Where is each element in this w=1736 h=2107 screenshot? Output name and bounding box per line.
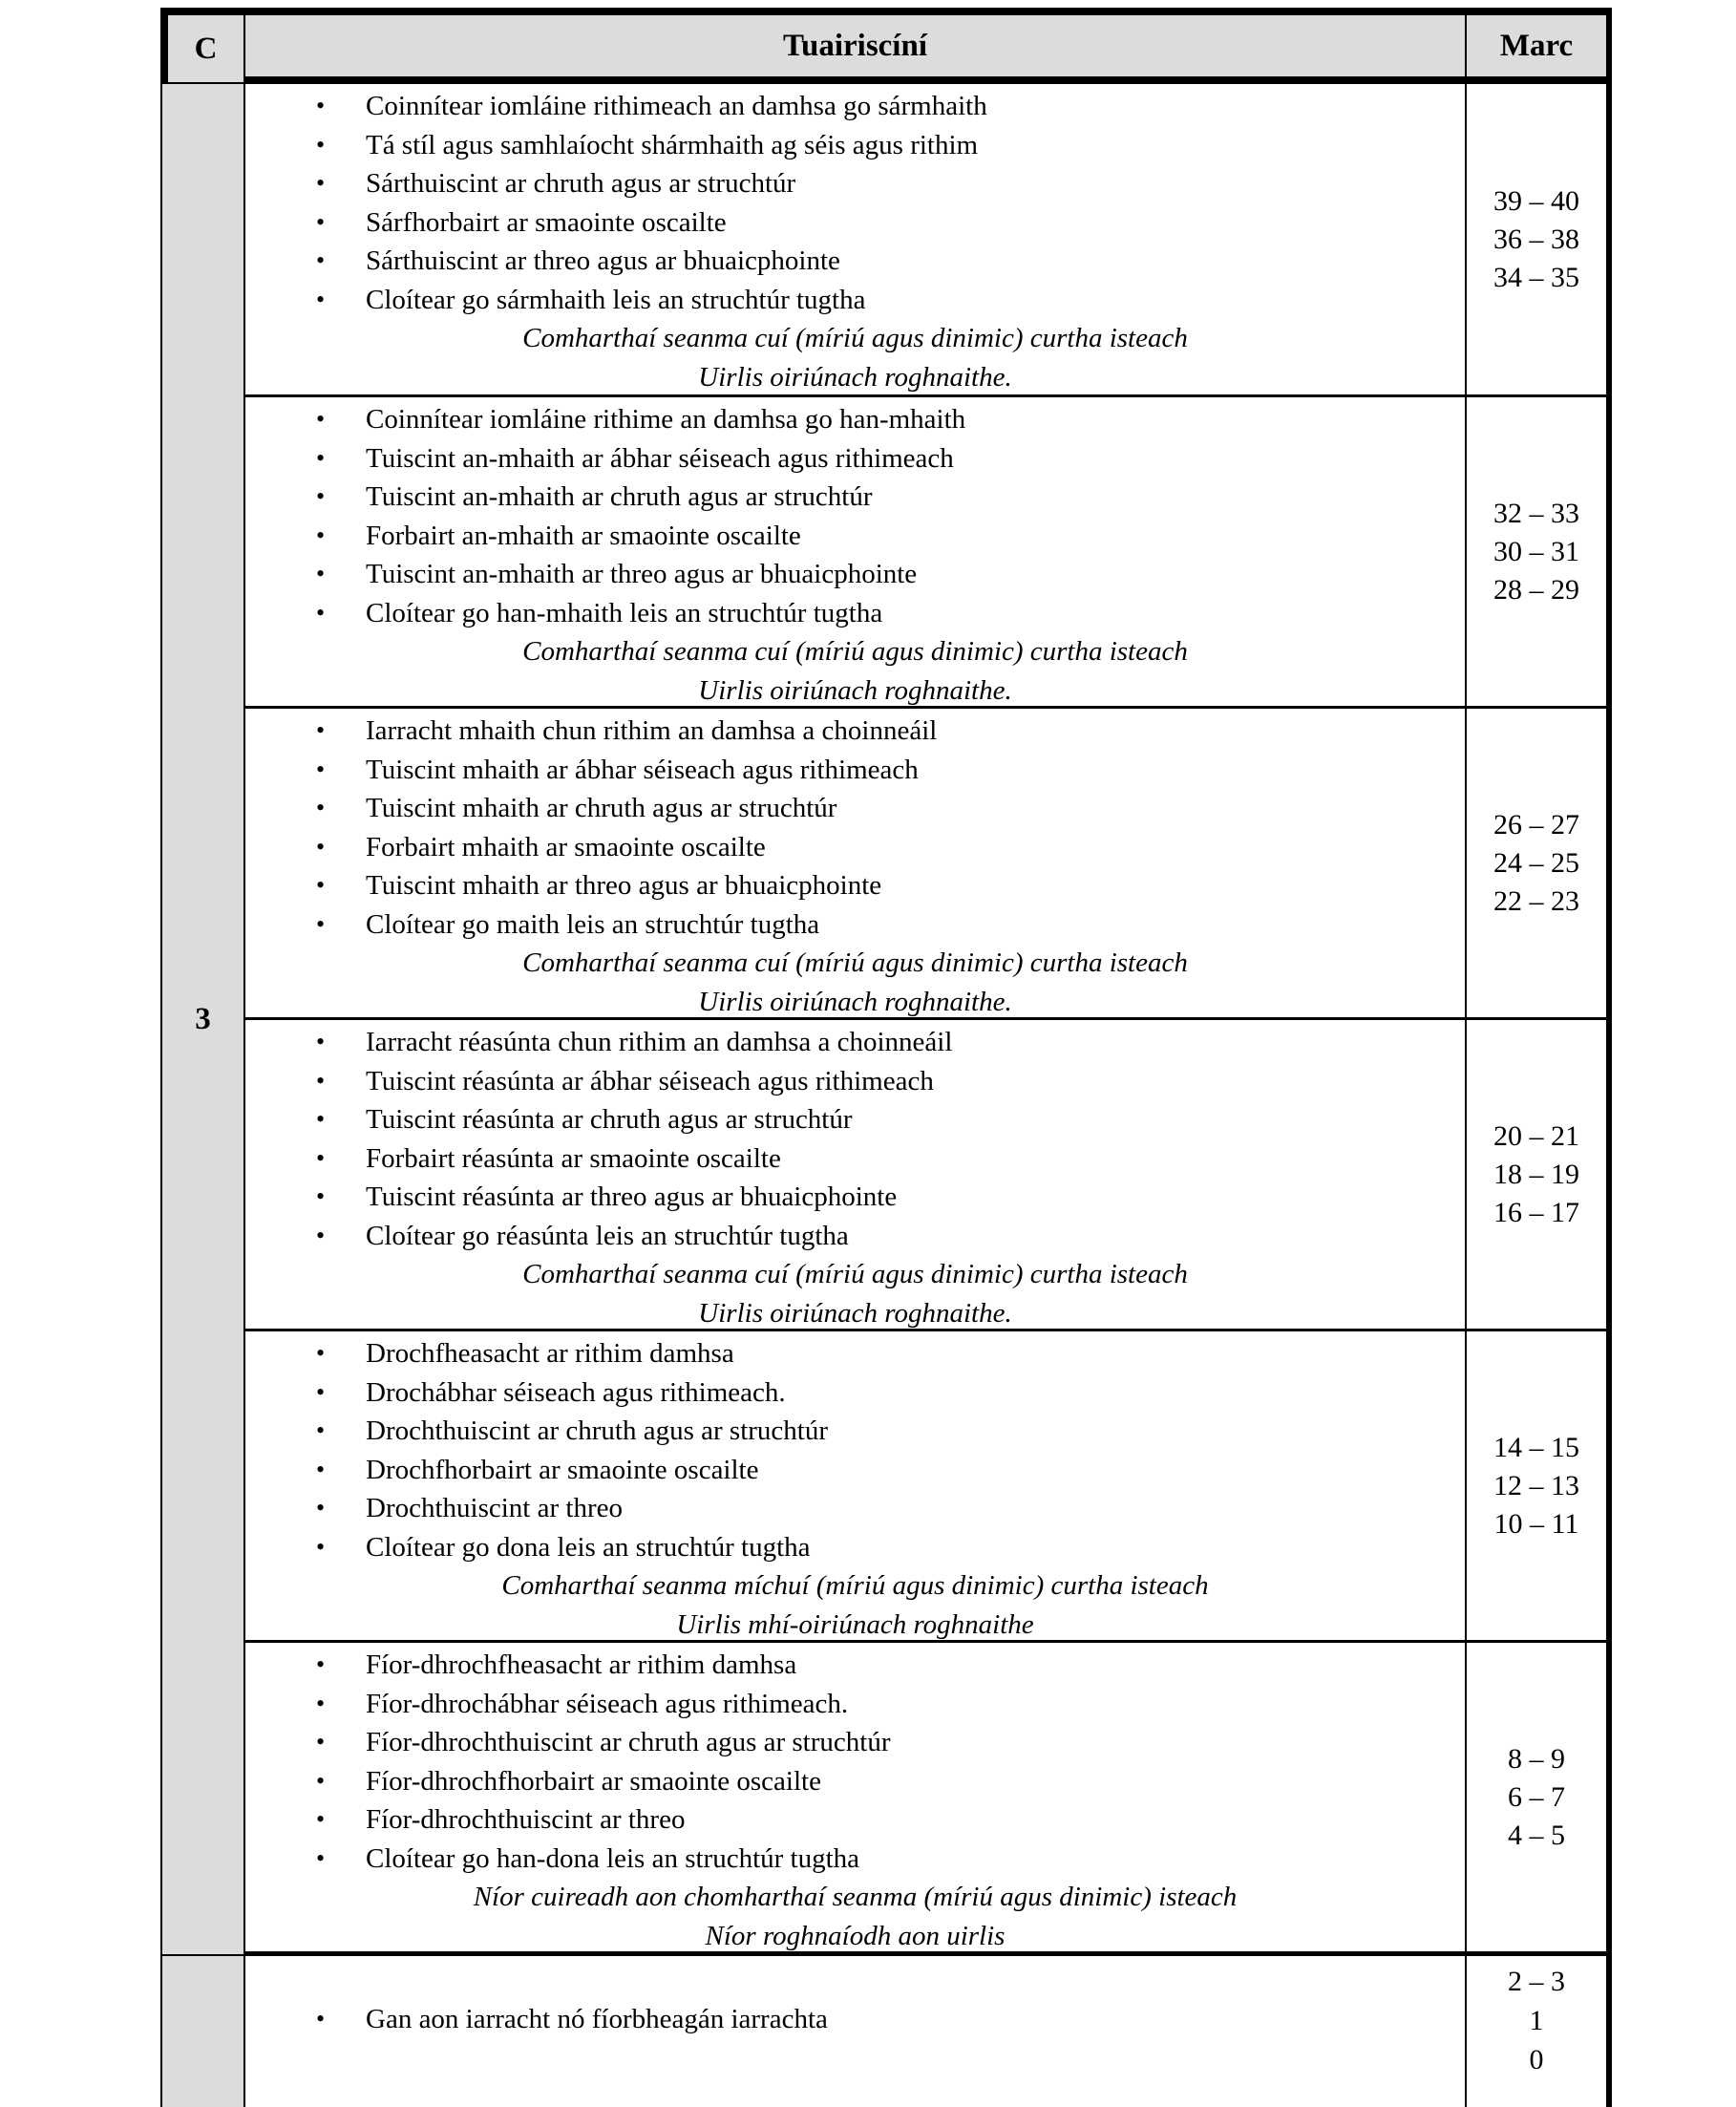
descriptor-bullet	[245, 439, 1465, 479]
descriptor-text: Drochábhar séiseach agus rithimeach.	[366, 1376, 786, 1408]
descriptor-text: Forbairt mhaith ar smaointe oscailte	[366, 831, 766, 862]
mark-range: 1	[1529, 2005, 1544, 2036]
descriptor-text: Fíor-dhrochábhar séiseach agus rithimeach.	[366, 1688, 849, 1719]
descriptor-italic-note: Uirlis oiriúnach roghnaithe.	[698, 361, 1012, 393]
bullet-icon: •	[316, 794, 326, 821]
header-marks-col: Marc	[1467, 15, 1612, 84]
descriptor-bullet	[245, 400, 1465, 439]
descriptor-band	[245, 84, 1612, 397]
descriptor-text: Fíor-dhrochfhorbairt ar smaointe oscailte	[366, 1765, 821, 1797]
descriptor-bands	[245, 84, 1612, 1954]
descriptor-text: Fíor-dhrochthuiscint ar chruth agus ar struchtúr	[366, 1727, 891, 1757]
bullet-icon: •	[316, 1455, 326, 1483]
descriptor-bullet	[245, 1217, 1465, 1256]
descriptor-text: Tuiscint an-mhaith ar ábhar séiseach agus rithimeach	[366, 442, 954, 474]
descriptor-italic-note: Níor roghnaíodh aon uirlis	[705, 1920, 1006, 1951]
final-band-row	[160, 1954, 1612, 2107]
header-criterion-col: C	[160, 15, 245, 84]
descriptor-text: Tuiscint réasúnta ar threo agus ar bhuaicphointe	[366, 1181, 898, 1212]
descriptor-bullet	[245, 1489, 1465, 1528]
mark-range: 20 – 21	[1493, 1119, 1579, 1152]
bullet-icon: •	[316, 405, 326, 433]
bullet-icon: •	[316, 130, 326, 159]
descriptor-bullet	[245, 1334, 1465, 1373]
band-marks-cell	[1467, 1643, 1612, 1951]
mark-range: 22 – 23	[1493, 884, 1579, 917]
bullet-icon: •	[316, 716, 326, 744]
descriptor-italic-note: Comharthaí seanma cuí (míriú agus dinimic) curtha isteach	[522, 1259, 1188, 1289]
mark-range: 36 – 38	[1493, 223, 1579, 255]
bullet-icon: •	[316, 871, 326, 899]
mark-range: 30 – 31	[1493, 535, 1579, 567]
bullet-icon: •	[316, 909, 326, 938]
mark-range: 14 – 15	[1493, 1431, 1579, 1463]
bullet-icon: •	[316, 482, 326, 510]
descriptor-bullet	[245, 517, 1465, 556]
descriptor-text: Tuiscint mhaith ar chruth agus ar struchtúr	[366, 793, 837, 823]
descriptor-text: Cloítear go han-mhaith leis an struchtúr tugtha	[366, 597, 883, 628]
bullet-icon: •	[316, 1805, 326, 1833]
band-descriptor-cell	[245, 1331, 1467, 1640]
band-marks-cell	[1467, 1331, 1612, 1640]
descriptor-text: Cloítear go dona leis an struchtúr tugtha	[366, 1531, 811, 1563]
descriptor-text: Tá stíl agus samhlaíocht shármhaith ag séis agus rithim	[366, 129, 979, 160]
bullet-icon: •	[316, 1028, 326, 1055]
descriptor-bullet	[245, 1528, 1465, 1567]
table-header-row	[160, 15, 1612, 84]
descriptor-bullet	[245, 87, 1465, 126]
descriptor-band	[245, 1331, 1612, 1643]
marking-scheme-table	[160, 8, 1612, 2107]
mark-range: 2 – 3	[1508, 1966, 1565, 1997]
bullet-icon: •	[316, 1843, 326, 1872]
bullet-icon: •	[316, 1143, 326, 1172]
descriptor-bullet	[245, 1685, 1465, 1724]
bullet-icon: •	[316, 1689, 326, 1717]
descriptor-bullet	[245, 789, 1465, 828]
descriptor-bullet	[245, 164, 1465, 203]
bullet-icon: •	[316, 1416, 326, 1444]
descriptor-bullet	[245, 1762, 1465, 1801]
descriptor-text: Tuiscint an-mhaith ar threo agus ar bhuaicphointe	[366, 559, 918, 589]
band-descriptor-cell	[245, 397, 1467, 706]
descriptor-text: Cloítear go sármhaith leis an struchtúr tugtha	[366, 284, 866, 315]
bullet-icon: •	[316, 285, 326, 313]
descriptor-text: Tuiscint réasúnta ar chruth agus ar struchtúr	[366, 1104, 853, 1135]
bullet-icon: •	[316, 246, 326, 274]
bullet-icon: •	[316, 521, 326, 549]
descriptor-text: Gan aon iarracht nó fíorbheagán iarrachta	[366, 2004, 828, 2034]
descriptor-bullet	[245, 555, 1465, 594]
descriptor-italic-note: Comharthaí seanma cuí (míriú agus dinimic) curtha isteach	[522, 947, 1188, 978]
bullet-icon: •	[316, 207, 326, 236]
bullet-icon: •	[316, 92, 326, 119]
descriptor-bullet	[245, 828, 1465, 867]
mark-range: 6 – 7	[1508, 1780, 1565, 1813]
bullet-icon: •	[316, 1728, 326, 1756]
descriptor-text: Fíor-dhrochthuiscint ar threo	[366, 1804, 686, 1835]
descriptor-text: Drochthuiscint ar chruth agus ar struchtúr	[366, 1415, 828, 1446]
descriptor-text: Cloítear go maith leis an struchtúr tugtha	[366, 908, 820, 940]
band-marks-cell	[1467, 84, 1612, 394]
descriptor-bullet	[245, 1139, 1465, 1179]
bullet-icon: •	[316, 1650, 326, 1678]
bullet-icon: •	[316, 1105, 326, 1133]
bullet-icon: •	[316, 598, 326, 627]
descriptor-bullet	[245, 1412, 1465, 1451]
descriptor-italic-note: Comharthaí seanma cuí (míriú agus dinimic) curtha isteach	[522, 323, 1188, 353]
header-descriptors-col: Tuairiscíní	[245, 15, 1467, 84]
band-descriptor-cell	[245, 709, 1467, 1017]
descriptor-bullet	[245, 1646, 1465, 1685]
descriptor-text: Sárthuiscint ar threo agus ar bhuaicphointe	[366, 245, 840, 276]
final-marks-cell	[1467, 1956, 1612, 2107]
descriptor-bullet	[245, 242, 1465, 281]
bullet-icon: •	[316, 169, 326, 197]
band-marks-cell	[1467, 397, 1612, 706]
descriptor-italic-note: Uirlis oiriúnach roghnaithe.	[698, 986, 1012, 1017]
descriptor-text: Cloítear go réasúnta leis an struchtúr tugtha	[366, 1220, 849, 1251]
descriptor-text: Drochfhorbairt ar smaointe oscailte	[366, 1454, 759, 1485]
bullet-icon: •	[316, 755, 326, 783]
descriptor-text: Tuiscint an-mhaith ar chruth agus ar struchtúr	[366, 481, 873, 512]
descriptor-bullet	[245, 1373, 1465, 1413]
mark-range: 26 – 27	[1493, 808, 1579, 841]
descriptor-band	[245, 709, 1612, 1020]
descriptor-text: Tuiscint mhaith ar ábhar séiseach agus rithimeach	[366, 754, 919, 785]
table-body	[160, 84, 1612, 1954]
descriptor-italic-note: Comharthaí seanma cuí (míriú agus dinimic) curtha isteach	[522, 636, 1188, 667]
descriptor-text: Iarracht mhaith chun rithim an damhsa a choinneáil	[366, 715, 938, 746]
mark-range: 39 – 40	[1493, 184, 1579, 217]
descriptor-text: Drochfheasacht ar rithim damhsa	[366, 1338, 734, 1369]
mark-range: 24 – 25	[1493, 846, 1579, 879]
descriptor-text: Forbairt réasúnta ar smaointe oscailte	[366, 1142, 781, 1174]
bullet-icon: •	[316, 560, 326, 587]
mark-range: 16 – 17	[1493, 1196, 1579, 1228]
descriptor-bullet	[245, 1840, 1465, 1879]
bullet-icon: •	[316, 2005, 326, 2033]
mark-range: 12 – 13	[1493, 1469, 1579, 1501]
band-marks-cell	[1467, 709, 1612, 1017]
descriptor-band	[245, 1020, 1612, 1331]
band-descriptor-cell	[245, 1643, 1467, 1951]
mark-range: 10 – 11	[1493, 1507, 1579, 1540]
descriptor-text: Drochthuiscint ar threo	[366, 1493, 623, 1523]
descriptor-text: Sárfhorbairt ar smaointe oscailte	[366, 206, 727, 238]
descriptor-band	[245, 397, 1612, 709]
descriptor-text: Forbairt an-mhaith ar smaointe oscailte	[366, 520, 801, 551]
descriptor-text: Coinnítear iomláine rithimeach an damhsa go sármhaith	[366, 91, 987, 121]
descriptor-italic-note: Uirlis oiriúnach roghnaithe.	[698, 1297, 1012, 1329]
bullet-icon: •	[316, 1066, 326, 1095]
band-descriptor-cell	[245, 1020, 1467, 1329]
descriptor-band	[245, 1643, 1612, 1954]
band-descriptor-cell	[245, 84, 1467, 394]
descriptor-italic-note: Comharthaí seanma míchuí (míriú agus dinimic) curtha isteach	[501, 1570, 1209, 1601]
bullet-icon: •	[316, 1221, 326, 1249]
bullet-icon: •	[316, 832, 326, 861]
final-descriptor-cell	[245, 1956, 1467, 2107]
descriptor-bullet	[245, 281, 1465, 320]
descriptor-italic-note: Uirlis oiriúnach roghnaithe.	[698, 674, 1012, 706]
mark-range: 8 – 9	[1508, 1742, 1565, 1775]
descriptor-bullet	[245, 712, 1465, 751]
criterion-number-cell: 3	[160, 84, 245, 1954]
descriptor-bullet	[245, 126, 1465, 165]
bullet-icon: •	[316, 1377, 326, 1406]
mark-range: 0	[1529, 2044, 1544, 2075]
descriptor-text: Tuiscint réasúnta ar ábhar séiseach agus rithimeach	[366, 1065, 934, 1096]
descriptor-bullet	[245, 594, 1465, 633]
descriptor-text: Cloítear go han-dona leis an struchtúr tugtha	[366, 1842, 860, 1874]
descriptor-bullet	[245, 751, 1465, 790]
criterion-empty-cell	[160, 1956, 245, 2107]
mark-range: 4 – 5	[1508, 1819, 1565, 1851]
descriptor-italic-note: Uirlis mhí-oiriúnach roghnaithe	[676, 1608, 1034, 1640]
descriptor-bullet	[245, 2000, 1465, 2039]
descriptor-bullet	[245, 1023, 1465, 1062]
descriptor-bullet	[245, 1451, 1465, 1490]
descriptor-bullet	[245, 1800, 1465, 1840]
bullet-icon: •	[316, 443, 326, 472]
descriptor-bullet	[245, 1100, 1465, 1139]
descriptor-italic-note: Níor cuireadh aon chomharthaí seanma (míriú agus dinimic) isteach	[473, 1882, 1238, 1912]
descriptor-bullet	[245, 866, 1465, 905]
descriptor-bullet	[245, 1178, 1465, 1217]
mark-range: 28 – 29	[1493, 573, 1579, 606]
descriptor-text: Iarracht réasúnta chun rithim an damhsa a choinneáil	[366, 1027, 953, 1057]
band-marks-cell	[1467, 1020, 1612, 1329]
mark-range: 32 – 33	[1493, 497, 1579, 529]
descriptor-text: Coinnítear iomláine rithime an damhsa go han-mhaith	[366, 404, 966, 435]
descriptor-bullet	[245, 478, 1465, 517]
mark-range: 34 – 35	[1493, 261, 1579, 293]
bullet-icon: •	[316, 1339, 326, 1367]
descriptor-bullet	[245, 905, 1465, 945]
bullet-icon: •	[316, 1532, 326, 1561]
mark-range: 18 – 19	[1493, 1158, 1579, 1190]
descriptor-text: Fíor-dhrochfheasacht ar rithim damhsa	[366, 1649, 797, 1680]
bullet-icon: •	[316, 1494, 326, 1522]
descriptor-text: Tuiscint mhaith ar threo agus ar bhuaicphointe	[366, 870, 882, 901]
descriptor-text: Sárthuiscint ar chruth agus ar struchtúr	[366, 168, 796, 199]
bullet-icon: •	[316, 1766, 326, 1795]
bullet-icon: •	[316, 1182, 326, 1210]
descriptor-bullet	[245, 1062, 1465, 1101]
descriptor-bullet	[245, 1723, 1465, 1762]
descriptor-bullet	[245, 203, 1465, 243]
